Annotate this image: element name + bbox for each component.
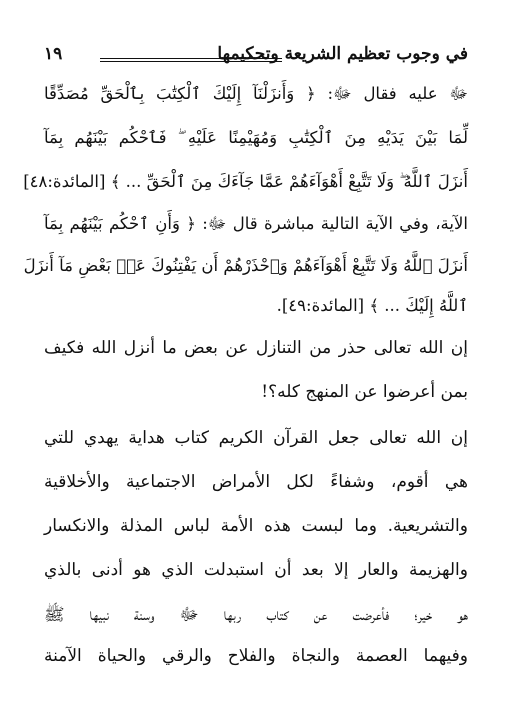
text-line: لِّمَا بَيْنَ يَدَيْهِ مِنَ ٱلْكِتَٰبِ وَمُهَيْمِنًا عَلَيْهِ ۖ فَٱحْكُم بَيْنَهُم بِمَآ xyxy=(44,128,468,147)
text-line: إن الله تعالى حذر من التنازل عن بعض ما أنزل الله فكيف xyxy=(44,338,468,358)
text-line: أَنزَلَ ٱللَّهُ وَلَا تَتَّبِعْ أَهْوَآءَهُمْ وَٱحْذَرْهُمْ أَن يَفْتِنُوكَ عَنۢ بَعْضِ مَآ أَنزَلَ xyxy=(23,256,468,275)
text-line: هي أقوم، وشفاءً لكل الأمراض الاجتماعية والأخلاقية xyxy=(44,472,468,492)
text-line: أَنزَلَ ٱللَّهُ ۖ وَلَا تَتَّبِعْ أَهْوَآءَهُمْ عَمَّا جَآءَكَ مِنَ ٱلْحَقِّ ... ﴾ [المائدة:٤٨] xyxy=(23,172,468,191)
text-line: والتشريعية. وما لبست هذه الأمة لباس المذلة والانكسار xyxy=(44,516,468,536)
text-line: والهزيمة والعار إلا بعد أن استبدلت الذي هو أدنى بالذي xyxy=(44,560,468,580)
text-line: وفيهما العصمة والنجاة والفلاح والرقي والحياة الآمنة xyxy=(44,646,468,666)
page-number: ١٩ xyxy=(44,44,63,64)
text-line: بمن أعرضوا عن المنهج كله؟! xyxy=(261,382,468,402)
text-line: إن الله تعالى جعل القرآن الكريم كتاب هداية يهدي للتي xyxy=(44,428,468,448)
text-line: ﷻ عليه فقال ﷻ: ﴿ وَأَنزَلْنَآ إِلَيْكَ ٱلْكِتَٰبَ بِٱلْحَقِّ مُصَدِّقًا xyxy=(44,84,468,103)
running-header xyxy=(44,44,468,74)
text-line: ٱللَّهُ إِلَيْكَ ... ﴾ [المائدة:٤٩]. xyxy=(276,296,468,315)
header-rule xyxy=(100,58,282,62)
chapter-title: في وجوب تعظيم الشريعة وتحكيمها xyxy=(217,44,468,64)
text-line: الآية، وفي الآية التالية مباشرة قال ﷻ: ﴿ وَأَنِ ٱحْكُم بَيْنَهُم بِمَآ xyxy=(44,214,468,233)
text-line: هو خير؛ فأعرضت عن كتاب ربها ﷻ وسنة نبيها ﷺ xyxy=(44,605,468,625)
